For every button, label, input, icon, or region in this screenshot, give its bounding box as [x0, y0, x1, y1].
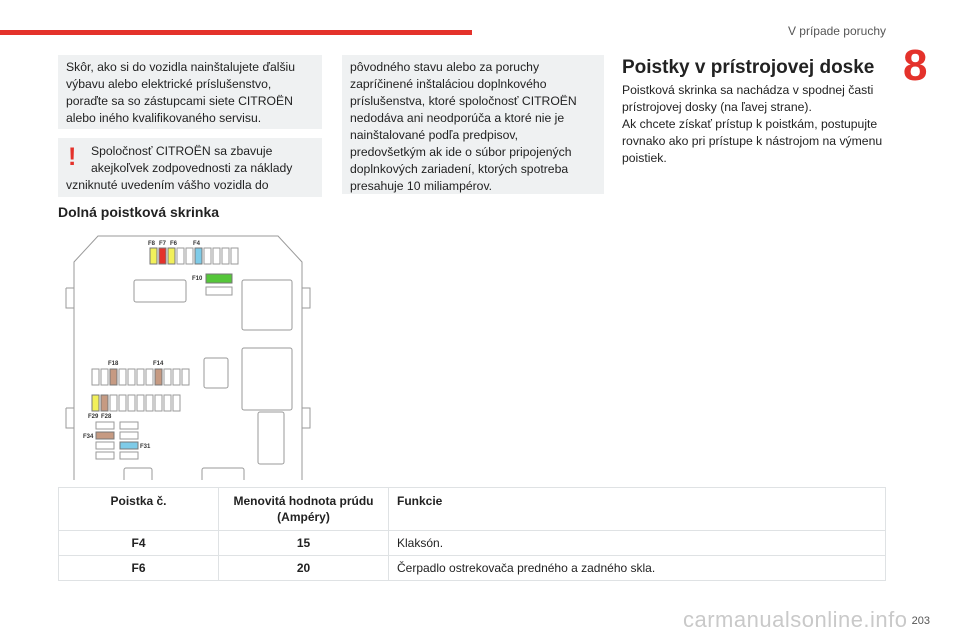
- body-paragraph: Ak chcete získať prístup k poistkám, postupujte rovnako ako pri prístupe k nástrojom na výmenu poistiek.: [622, 117, 883, 165]
- table-row: [59, 531, 886, 556]
- cell-fuse: F6: [59, 556, 219, 581]
- cell-rating: 15: [219, 531, 389, 556]
- label-f14: F14: [153, 361, 164, 367]
- warning-note-continued: pôvodného stavu alebo za poruchy zapríčinené inštaláciou doplnkového príslušenstva, ktoré spoločnosť CITROËN nedodáva ani neodporúča a ktoré nie je nainštalované podľa predpisov, predovšetkým ak ide o súbor pripojených doplnkových zariadení, ktorých spotreba presahuje 10 miliampérov.: [342, 55, 604, 194]
- label-f7: F7: [159, 241, 167, 247]
- body-paragraph: Poistková skrinka sa nachádza v spodnej časti prístrojovej dosky (na ľavej strane).: [622, 83, 874, 114]
- chapter-title: V prípade poruchy: [787, 24, 886, 38]
- warning-note: [58, 138, 322, 197]
- fuse-f18: [110, 369, 117, 385]
- chapter-number: 8: [903, 41, 928, 90]
- label-f6: F6: [170, 241, 178, 247]
- info-note: Skôr, ako si do vozidla nainštalujete ďalšiu výbavu alebo elektrické príslušenstvo, poraďte sa so zástupcami siete CITROËN alebo iného kvalifikovaného servisu.: [58, 55, 322, 129]
- label-f4: F4: [193, 241, 201, 247]
- fuse-f4: [195, 248, 202, 264]
- fuse-f10: [206, 274, 232, 283]
- cell-function: Klaksón.: [389, 531, 886, 556]
- cell-function: Čerpadlo ostrekovača predného a zadného skla.: [389, 556, 886, 581]
- fuse-box-diagram: [62, 232, 314, 480]
- cell-rating: 20: [219, 556, 389, 581]
- fuse-f6: [168, 248, 175, 264]
- watermark: carmanualsonline.info: [683, 607, 908, 632]
- label-f18: F18: [108, 361, 119, 367]
- fuse-f14: [155, 369, 162, 385]
- label-f31: F31: [140, 444, 151, 450]
- label-f10: F10: [192, 276, 203, 282]
- fuse-f8: [150, 248, 157, 264]
- fuse-table: [58, 487, 886, 581]
- cell-fuse: F4: [59, 531, 219, 556]
- label-f8: F8: [148, 241, 156, 247]
- top-accent-bar: [0, 30, 472, 35]
- label-f28: F28: [101, 414, 112, 420]
- warning-text-cont: vzniknuté uvedením vášho vozidla do: [66, 178, 269, 192]
- warning-text: Spoločnosť CITROËN sa zbavuje akejkoľvek zodpovednosti za náklady: [91, 144, 293, 175]
- header-fuse: Poistka č.: [59, 488, 219, 531]
- page-number: 203: [911, 615, 930, 627]
- header-function: Funkcie: [389, 488, 886, 531]
- header-rating: Menovitá hodnota prúdu (Ampéry): [219, 488, 389, 531]
- fuse-f7: [159, 248, 166, 264]
- fuse-f28: [101, 395, 108, 411]
- label-f29: F29: [88, 414, 99, 420]
- fuse-f29: [92, 395, 99, 411]
- fuse-box-outline: [74, 236, 302, 480]
- table-row: [59, 556, 886, 581]
- warning-icon: !: [68, 143, 77, 171]
- section-title: Dolná poistková skrinka: [58, 204, 220, 220]
- label-f34: F34: [83, 434, 94, 440]
- section-heading: Poistky v prístrojovej doske: [622, 57, 875, 78]
- fuse-f31: [120, 442, 138, 449]
- body-text: [622, 82, 894, 167]
- fuse-f34: [96, 432, 114, 439]
- table-header-row: [59, 488, 886, 531]
